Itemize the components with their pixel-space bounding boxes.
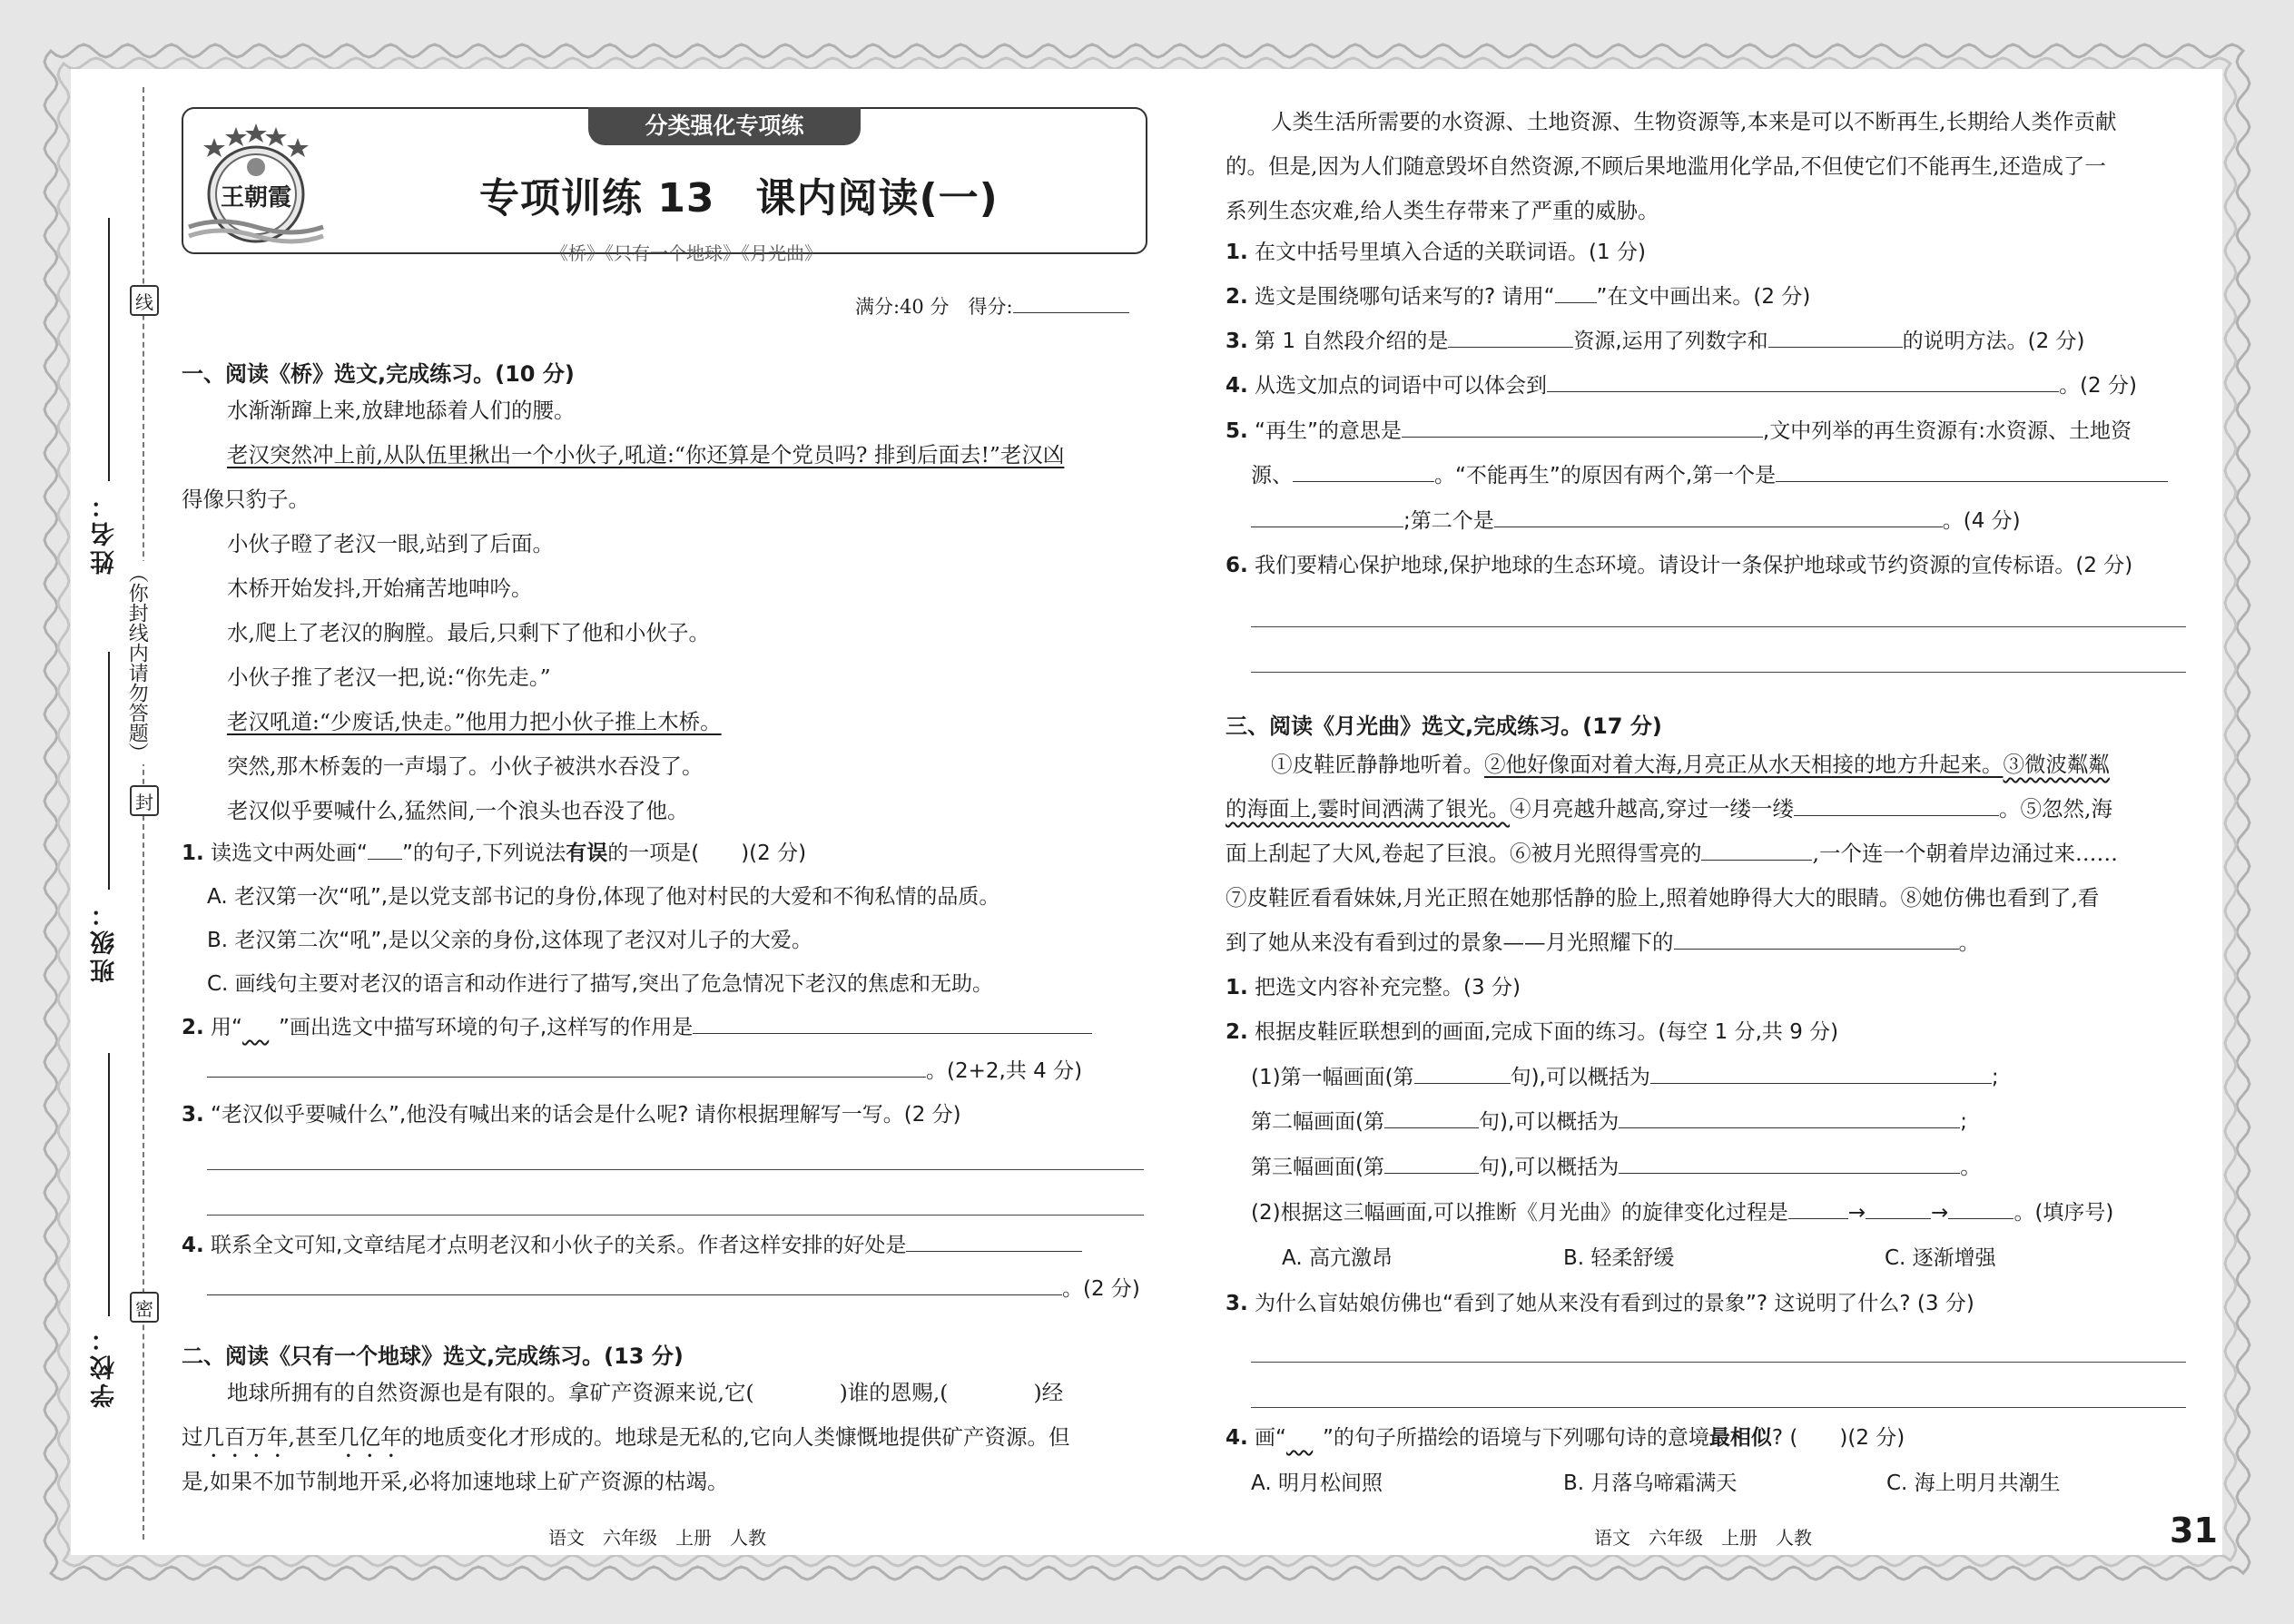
s2-q6-answer-line-2[interactable]	[1251, 672, 2186, 673]
seal-line-mark: 线	[130, 285, 159, 316]
s3-q4-option-a[interactable]: A. 明月松间照	[1251, 1471, 1383, 1495]
s1-q4-blank-1[interactable]	[906, 1231, 1082, 1252]
publisher-logo	[183, 114, 329, 249]
s2-q5-line-2: 源、 。“不能再生”的原因有两个,第一个是	[1251, 461, 2168, 490]
page-number: 31	[2170, 1511, 2218, 1550]
no-answer-note: （你封线内请勿答题）	[125, 563, 149, 763]
page-title: 专项训练 13 课内阅读(一)	[479, 175, 999, 221]
s1-q2-blank-1[interactable]	[693, 1013, 1092, 1034]
s3-line-5: 到了她从来没有看到过的景象——月光照耀下的 。	[1226, 930, 1980, 955]
s3-line-4: ⑦皮鞋匠看看妹妹,月光正照在她那恬静的脸上,照着她睁得大大的眼睛。⑧她仿佛也看到了,看	[1226, 885, 2100, 910]
s3-q2-order-blank-1[interactable]	[1788, 1198, 1848, 1219]
s3-fill-blank-3[interactable]	[1674, 929, 1959, 950]
s3-q3-answer-line-2[interactable]	[1251, 1407, 2186, 1408]
s2-question-6: 6. 我们要精心保护地球,保护地球的生态环境。请设计一条保护地球或节约资源的宣传标语。(2 分)	[1226, 554, 2133, 577]
s1-q4-blank-2[interactable]	[207, 1275, 1062, 1295]
school-field-line[interactable]	[108, 1053, 110, 1316]
s3-q2-item-3: 第三幅画面(第 句),可以概括为 。	[1251, 1153, 1981, 1182]
s2-q6-answer-line-1[interactable]	[1251, 626, 2186, 627]
section-2-title: 二、阅读《只有一个地球》选文,完成练习。(13 分)	[182, 1343, 684, 1369]
s1-q1-option-b[interactable]: B. 老汉第二次“吼”,是以父亲的身份,这体现了老汉对儿子的大爱。	[207, 929, 812, 952]
s2-q5-line-3: ;第二个是 。(4 分)	[1251, 507, 2021, 536]
footer-left: 语文 六年级 上册 人教	[548, 1527, 766, 1549]
s2-para-1c: 是,如果不加节制地开采,必将加速地球上矿产资源的枯竭。	[182, 1469, 729, 1494]
s3-fill-blank-2[interactable]	[1701, 840, 1812, 861]
s1-question-3: 3. “老汉似乎要喊什么”,他没有喊出来的话会是什么呢? 请你根据理解写一写。(2 分)	[182, 1103, 961, 1127]
s1-q3-answer-line-1[interactable]	[207, 1169, 1144, 1170]
s2-question-2: 2. 选文是围绕哪句话来写的? 请用“ ”在文中画出来。(2 分)	[1226, 282, 1810, 311]
name-field-line[interactable]	[108, 218, 110, 481]
category-tab: 分类强化专项练	[588, 107, 861, 145]
score-label: 满分:40 分 得分:	[855, 292, 1129, 321]
s2-q5-blank-3[interactable]	[1776, 461, 2168, 482]
s3-q4-option-c[interactable]: C. 海上明月共潮生	[1886, 1471, 2061, 1495]
page-subtitle: 《桥》《只有一个地球》《月光曲》	[550, 242, 822, 264]
s3-question-3: 3. 为什么盲姑娘仿佛也“看到了她从来没有看到过的景象”? 这说明了什么? (3 分)	[1226, 1292, 1974, 1315]
s2-q5-blank-4[interactable]	[1251, 507, 1403, 527]
s1-question-1: 1. 读选文中两处画“ ”的句子,下列说法有误的一项是( )(2 分)	[182, 839, 806, 868]
s3-line-2: 的海面上,霎时间洒满了银光。④月亮越升越高,穿过一缕一缕 。⑤忽然,海	[1226, 796, 2112, 822]
class-label: 班级：	[91, 899, 119, 983]
s1-q1-option-a[interactable]: A. 老汉第一次“吼”,是以党支部书记的身份,体现了他对村民的大爱和不徇私情的品质。	[207, 885, 1000, 909]
s3-q2-3-sentence-blank[interactable]	[1384, 1153, 1479, 1174]
s1-q3-answer-line-2[interactable]	[207, 1215, 1144, 1216]
school-label: 学校：	[91, 1324, 119, 1408]
s2-para-1b: 过几百万年,甚至几亿年的地质变化才形成的。地球是无私的,它向人类慷慨地提供矿产资源。但	[182, 1424, 1070, 1450]
s1-para-1: 水渐渐蹿上来,放肆地舔着人们的腰。	[227, 398, 576, 423]
s1-q1-option-c[interactable]: C. 画线句主要对老汉的语言和动作进行了描写,突出了危急情况下老汉的焦虑和无助。	[207, 972, 993, 996]
s3-question-2: 2. 根据皮鞋匠联想到的画面,完成下面的练习。(每空 1 分,共 9 分)	[1226, 1020, 1839, 1044]
s2-question-4: 4. 从选文加点的词语中可以体会到 。(2 分)	[1226, 371, 2137, 400]
s2-q3-blank-2[interactable]	[1768, 327, 1903, 348]
s3-q2-2-sentence-blank[interactable]	[1384, 1107, 1479, 1128]
s1-para-9: 老汉似乎要喊什么,猛然间,一个浪头也吞没了他。	[227, 798, 689, 823]
seal-secret-mark: 密	[130, 1292, 159, 1323]
s1-para-4: 木桥开始发抖,开始痛苦地呻吟。	[227, 576, 533, 601]
s3-q2-order-blank-2[interactable]	[1866, 1198, 1931, 1219]
s3-line-3: 面上刮起了大风,卷起了巨浪。⑥被月光照得雪亮的 ,一个连一个朝着岸边涌过来……	[1226, 841, 2118, 866]
s1-para-8: 突然,那木桥轰的一声塌了。小伙子被洪水吞没了。	[227, 753, 704, 779]
s2-para-1a: 地球所拥有的自然资源也是有限的。拿矿产资源来说,它( )谁的恩赐,( )经	[227, 1380, 1064, 1405]
s2-question-5: 5. “再生”的意思是 ,文中列举的再生资源有:水资源、土地资	[1226, 417, 2132, 446]
s2-q5-blank-5[interactable]	[1494, 507, 1943, 527]
s3-line-1: ①皮鞋匠静静地听着。②他好像面对着大海,月亮正从水天相接的地方升起来。③微波粼粼	[1271, 752, 2110, 777]
s1-para-7: 老汉吼道:“少废话,快走。”他用力把小伙子推上木桥。	[227, 709, 722, 734]
s1-q2-blank-2[interactable]	[207, 1057, 926, 1078]
s2-q5-blank-2[interactable]	[1293, 461, 1434, 482]
s3-q2-order-blank-3[interactable]	[1948, 1198, 2013, 1219]
s2-para-2b: 的。但是,因为人们随意毁坏自然资源,不顾后果地滥用化学品,不但使它们不能再生,还造成了一	[1226, 153, 2106, 179]
s1-para-2a: 老汉突然冲上前,从队伍里揪出一个小伙子,吼道:“你还算是个党员吗? 排到后面去!”老汉凶	[227, 442, 1065, 468]
s2-q3-blank-1[interactable]	[1448, 327, 1573, 348]
section-3-title: 三、阅读《月光曲》选文,完成练习。(17 分)	[1226, 714, 1662, 739]
s3-q2-item-2: 第二幅画面(第 句),可以概括为 ;	[1251, 1107, 1967, 1137]
s3-fill-blank-1[interactable]	[1794, 795, 1999, 816]
s1-question-2: 2. 用“ ”画出选文中描写环境的句子,这样写的作用是	[182, 1013, 1092, 1042]
s3-q2-1-sentence-blank[interactable]	[1414, 1063, 1511, 1084]
section-1-title: 一、阅读《桥》选文,完成练习。(10 分)	[182, 361, 575, 387]
s2-para-2a: 人类生活所需要的水资源、土地资源、生物资源等,本来是可以不断再生,长期给人类作贡献	[1271, 109, 2117, 134]
s2-para-2c: 系列生态灾难,给人类生存带来了严重的威胁。	[1226, 198, 1659, 223]
s3-question-4: 4. 画“ ”的句子所描绘的语境与下列哪句诗的意境最相似? ( )(2 分)	[1226, 1426, 1905, 1450]
s3-q2-option-b[interactable]: B. 轻柔舒缓	[1563, 1246, 1675, 1270]
s1-q2-cont: 。(2+2,共 4 分)	[207, 1057, 1082, 1086]
s3-q3-answer-line-1[interactable]	[1251, 1362, 2186, 1363]
s2-question-1: 1. 在文中括号里填入合适的关联词语。(1 分)	[1226, 241, 1646, 264]
s2-q4-blank[interactable]	[1547, 371, 2059, 392]
seal-seal-mark: 封	[130, 785, 159, 816]
s3-q2-3-summary-blank[interactable]	[1619, 1153, 1960, 1174]
s3-question-1: 1. 把选文内容补充完整。(3 分)	[1226, 976, 1521, 999]
logo-text: 王朝霞	[220, 184, 292, 212]
s1-question-4: 4. 联系全文可知,文章结尾才点明老汉和小伙子的关系。作者这样安排的好处是	[182, 1231, 1082, 1260]
s1-para-2b: 得像只豹子。	[182, 487, 310, 512]
s3-q4-option-b[interactable]: B. 月落乌啼霜满天	[1563, 1471, 1738, 1495]
s1-para-3: 小伙子瞪了老汉一眼,站到了后面。	[227, 531, 554, 556]
s3-q2-item-1: (1)第一幅画面(第 句),可以概括为 ;	[1251, 1063, 1999, 1092]
s3-q2-option-a[interactable]: A. 高亢激昂	[1282, 1246, 1393, 1270]
s3-q2-option-c[interactable]: C. 逐渐增强	[1885, 1246, 1996, 1270]
s3-q2-item-4: (2)根据这三幅画面,可以推断《月光曲》的旋律变化过程是 → → 。(填序号)	[1251, 1198, 2113, 1227]
s3-q2-2-summary-blank[interactable]	[1619, 1107, 1960, 1128]
s2-q5-blank-1[interactable]	[1402, 417, 1763, 438]
name-label: 姓名：	[91, 490, 119, 575]
footer-right: 语文 六年级 上册 人教	[1594, 1527, 1812, 1549]
score-blank[interactable]	[1013, 292, 1129, 313]
s1-q4-cont: 。(2 分)	[207, 1275, 1140, 1304]
s2-question-3: 3. 第 1 自然段介绍的是 资源,运用了列数字和 的说明方法。(2 分)	[1226, 327, 2085, 356]
s1-para-6: 小伙子推了老汉一把,说:“你先走。”	[227, 664, 551, 690]
class-field-line[interactable]	[108, 652, 110, 890]
s3-q2-1-summary-blank[interactable]	[1650, 1063, 1992, 1084]
s1-para-5: 水,爬上了老汉的胸膛。最后,只剩下了他和小伙子。	[227, 620, 710, 645]
